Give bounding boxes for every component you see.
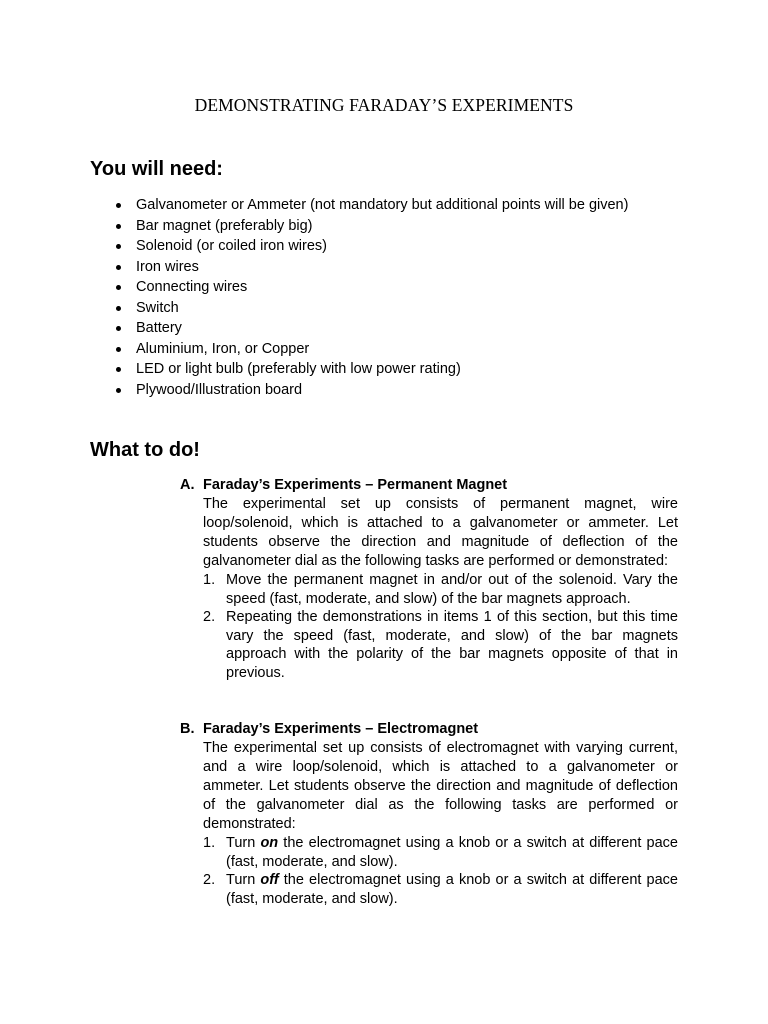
list-item xyxy=(0,298,628,319)
list-item-text: Switch xyxy=(136,299,179,316)
todo-heading: What to do! xyxy=(90,439,200,461)
needs-heading: You will need: xyxy=(90,158,223,180)
step-number: 2. xyxy=(203,872,216,888)
steps-list xyxy=(203,571,678,682)
list-item xyxy=(0,277,628,298)
list-item xyxy=(203,871,678,908)
step-text: Move the permanent magnet in and/or out of the solenoid. Vary the speed (fast, moderate, and slow) of the bar magnets approach. xyxy=(226,572,678,607)
bullet-icon xyxy=(116,244,121,249)
list-item xyxy=(0,195,628,216)
bullet-icon xyxy=(116,347,121,352)
section-body: The experimental set up consists of permanent magnet, wire loop/solenoid, which is attached to a galvanometer or ammeter. Let students observe the direction and magnitude of deflection of the galvanometer dial as the following tasks are performed or demonstrated: xyxy=(203,496,678,569)
bullet-icon xyxy=(116,224,121,229)
bullet-icon xyxy=(116,285,121,290)
section-letter: B. xyxy=(180,721,195,737)
section-title: Faraday’s Experiments – Electromagnet xyxy=(203,721,479,737)
list-item xyxy=(203,834,678,871)
list-item xyxy=(0,257,628,278)
list-item-text: Galvanometer or Ammeter (not mandatory but additional points will be given) xyxy=(136,197,629,213)
bullet-icon xyxy=(116,203,121,208)
list-item xyxy=(0,359,628,380)
section-title: Faraday’s Experiments – Permanent Magnet xyxy=(203,477,508,493)
step-number: 1. xyxy=(203,572,216,588)
bullet-icon xyxy=(116,306,121,311)
list-item xyxy=(0,339,628,360)
bullet-icon xyxy=(116,326,121,331)
bullet-icon xyxy=(116,265,121,270)
list-item-text: Battery xyxy=(136,320,182,336)
bullet-icon xyxy=(116,388,121,393)
section-heading xyxy=(180,720,678,739)
step-number: 2. xyxy=(203,609,216,625)
section-heading xyxy=(180,476,678,495)
list-item-text: Bar magnet (preferably big) xyxy=(136,217,313,234)
step-text-suffix: the electromagnet using a knob or a switch at different pace (fast, moderate, and slow). xyxy=(226,835,678,870)
list-item-text: Aluminium, Iron, or Copper xyxy=(136,340,310,357)
step-text-suffix: the electromagnet using a knob or a switch at different pace (fast, moderate, and slow). xyxy=(226,872,678,907)
needs-list xyxy=(0,195,628,400)
list-item xyxy=(0,318,628,339)
section-electromagnet xyxy=(180,720,678,908)
list-item-text: Iron wires xyxy=(136,258,199,275)
list-item xyxy=(0,216,628,237)
document-title: DEMONSTRATING FARADAY’S EXPERIMENTS xyxy=(194,95,574,115)
steps-list xyxy=(203,834,678,908)
step-emphasis: on xyxy=(260,835,279,851)
section-permanent-magnet xyxy=(180,476,678,682)
step-text-prefix: Turn xyxy=(226,872,261,888)
list-item xyxy=(203,571,678,608)
list-item-text: Solenoid (or coiled iron wires) xyxy=(136,238,327,254)
list-item-text: LED or light bulb (preferably with low power rating) xyxy=(136,361,461,377)
section-body: The experimental set up consists of electromagnet with varying current, and a wire loop/solenoid, which is attached to a galvanometer or ammeter. Let students observe the direction and magnitude of deflection of the galvanometer dial as the following tasks are performed or demonstrated: xyxy=(203,740,678,832)
bullet-icon xyxy=(116,367,121,372)
step-text-prefix: Turn xyxy=(226,835,261,851)
step-number: 1. xyxy=(203,835,216,851)
list-item xyxy=(0,236,628,257)
list-item xyxy=(0,380,628,401)
section-letter: A. xyxy=(180,477,195,493)
step-emphasis: off xyxy=(260,872,279,888)
list-item-text: Plywood/Illustration board xyxy=(136,381,303,398)
step-text: Repeating the demonstrations in items 1 of this section, but this time vary the speed (fast, moderate, and slow) of the bar magnets approach with the polarity of the bar magnets opposite of that in previous. xyxy=(226,609,678,681)
list-item-text: Connecting wires xyxy=(136,279,248,295)
list-item xyxy=(203,608,678,682)
